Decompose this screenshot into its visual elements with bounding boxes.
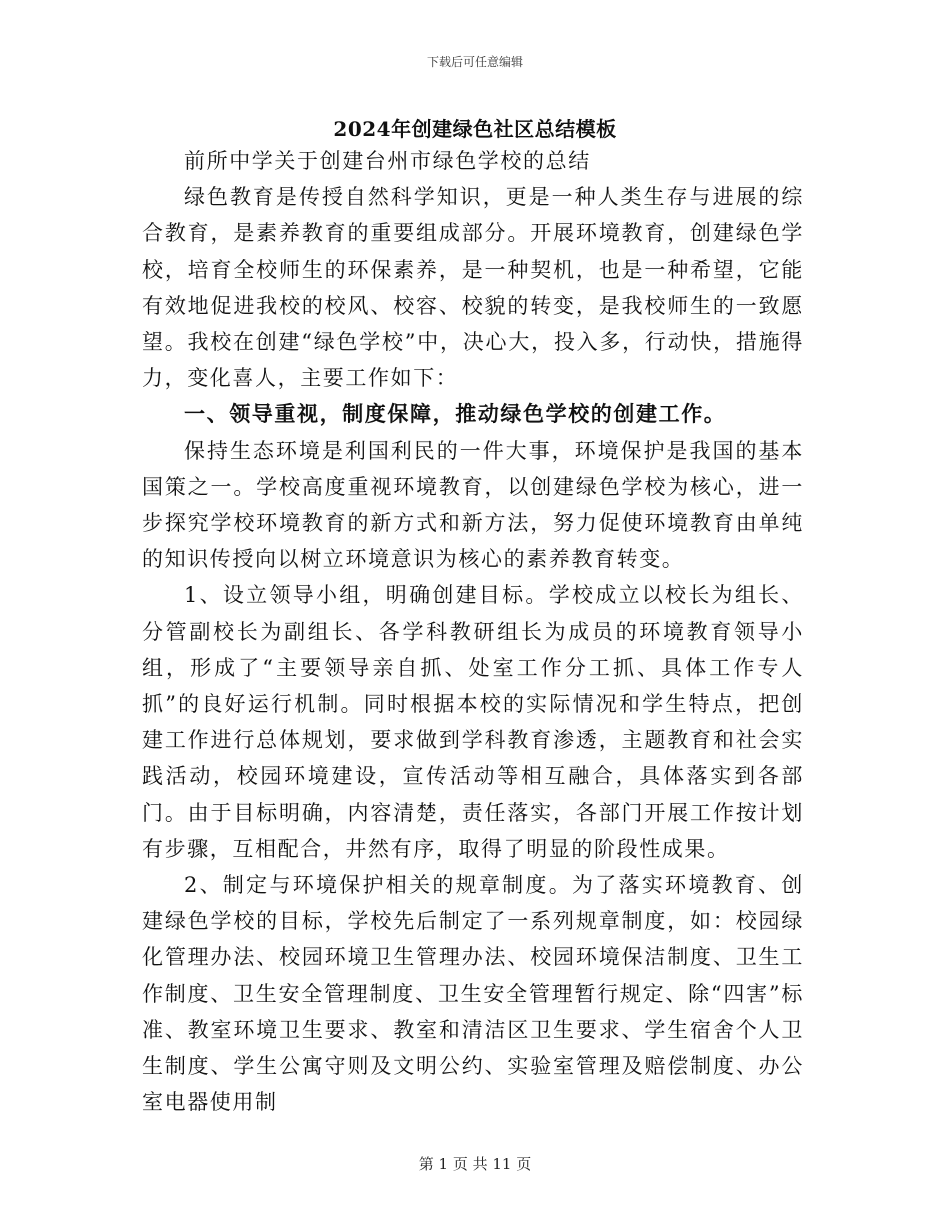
page-footer: 第 1 页 共 11 页	[418, 1155, 532, 1173]
body-paragraph: 保持生态环境是利国利民的一件大事，环境保护是我国的基本国策之一。学校高度重视环境教育，以创建绿色学校为核心，进一步探究学校环境教育的新方式和新方法，努力促使环境教育由单纯的知识传授向以树立环境意识为核心的素养教育转变。	[142, 438, 804, 572]
body-paragraph-item-1: 1、设立领导小组，明确创建目标。学校成立以校长为组长、分管副校长为副组长、各学科教研组长为成员的环境教育领导小组，形成了“主要领导亲自抓、处室工作分工抓、具体工作专人抓”的良好运行机制。同时根据本校的实际情况和学生特点，把创建工作进行总体规划，要求做到学科教育渗透，主题教育和社会实践活动，校园环境建设，宣传活动等相互融合，具体落实到各部门。由于目标明确，内容清楚，责任落实，各部门开展工作按计划有步骤，互相配合，井然有序，取得了明显的阶段性成果。	[142, 583, 804, 861]
document-body	[142, 143, 804, 1120]
header-note: 下载后可任意编辑	[426, 55, 523, 69]
intro-paragraph: 绿色教育是传授自然科学知识，更是一种人类生存与进展的综合教育，是素养教育的重要组成部分。开展环境教育，创建绿色学校，培育全校师生的环保素养，是一种契机，也是一种希望，它能有效地促进我校的校风、校容、校貌的转变，是我校师生的一致愿望。我校在创建“绿色学校”中，决心大，投入多，行动快，措施得力，变化喜人，主要工作如下：	[142, 185, 804, 391]
body-paragraph-item-2: 2、制定与环境保护相关的规章制度。为了落实环境教育、创建绿色学校的目标，学校先后制定了一系列规章制度，如：校园绿化管理办法、校园环境卫生管理办法、校园环境保洁制度、卫生工作制度、卫生安全管理制度、卫生安全管理暂行规定、除“四害”标准、教室环境卫生要求、教室和清洁区卫生要求、学生宿舍个人卫生制度、学生公寓守则及文明公约、实验室管理及赔偿制度、办公室电器使用制	[142, 873, 804, 1115]
subtitle-paragraph: 前所中学关于创建台州市绿色学校的总结	[184, 149, 591, 173]
document-title: 2024年创建绿色社区总结模板	[333, 117, 617, 141]
section-heading-1: 一、领导重视，制度保障，推动绿色学校的创建工作。	[184, 401, 727, 427]
